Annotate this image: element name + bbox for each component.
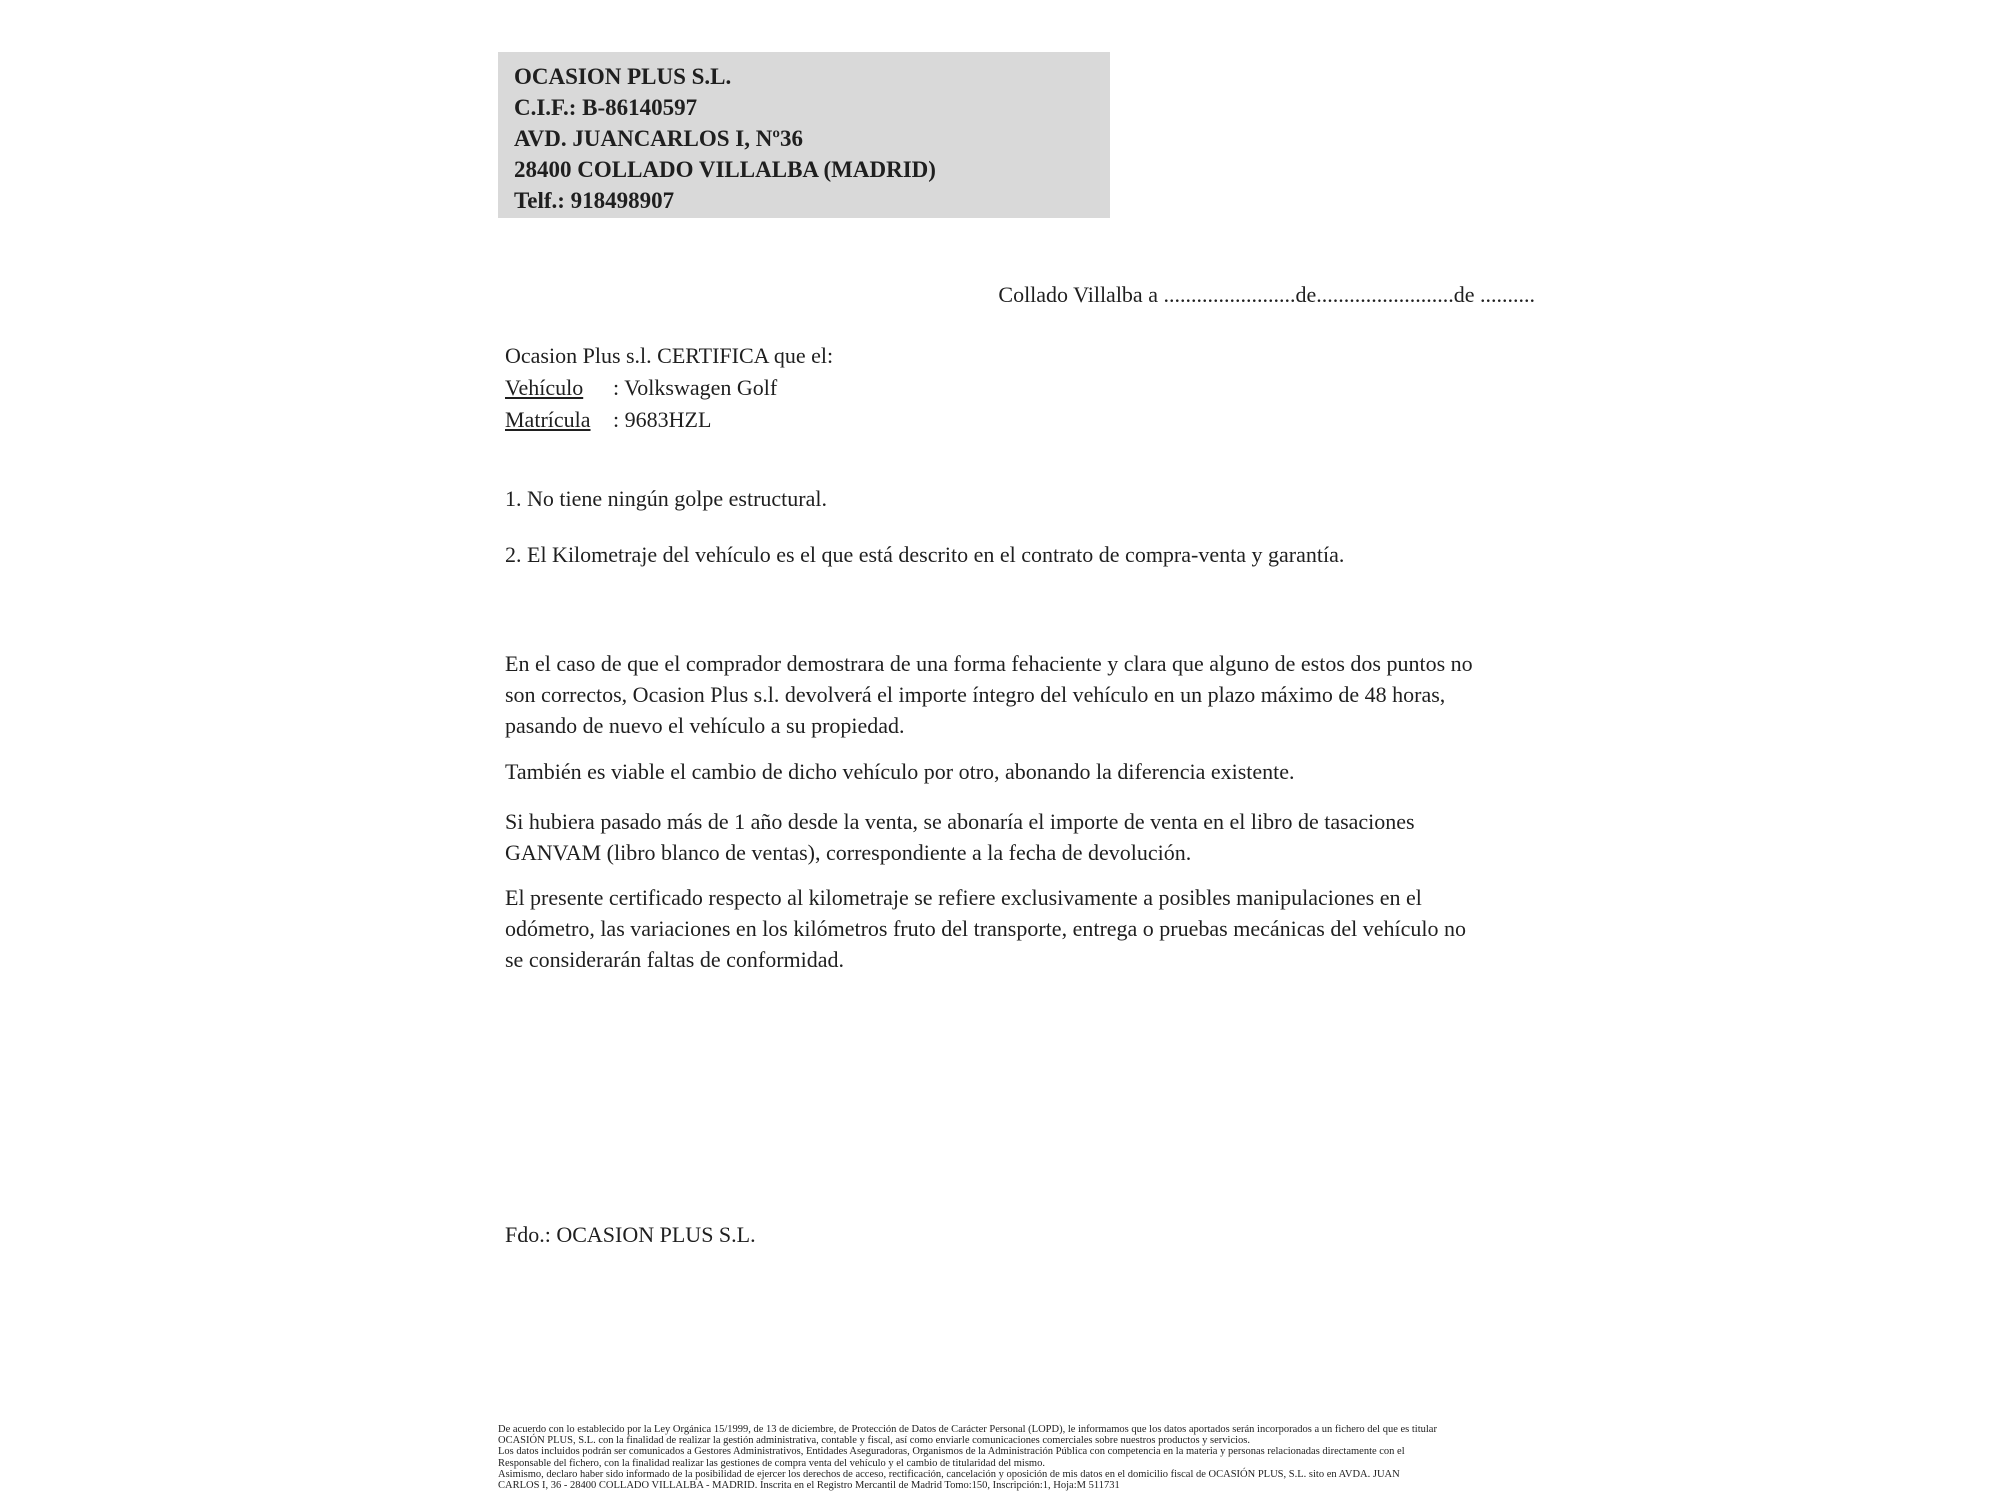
paragraph-line: GANVAM (libro blanco de ventas), correspondiente a la fecha de devolución. bbox=[505, 840, 1192, 865]
legal-footer-line: Responsable del fichero, con la finalidad realizar las gestiones de compra venta del vehículo y el cambio de titularidad del mismo. bbox=[498, 1457, 1045, 1469]
paragraph-line: se considerarán faltas de conformidad. bbox=[505, 947, 845, 972]
company-address: AVD. JUANCARLOS I, Nº36 bbox=[514, 126, 803, 151]
legal-footer-line: OCASIÓN PLUS, S.L. con la finalidad de realizar la gestión administrativa, contable y fiscal, así como enviarle comunicaciones comerciales sobre nuestros productos y servicios. bbox=[498, 1435, 1250, 1447]
company-cif: C.I.F.: B-86140597 bbox=[514, 95, 698, 120]
paragraph-line: El presente certificado respecto al kilometraje se refiere exclusivamente a posibles manipulaciones en el bbox=[505, 885, 1422, 910]
date-line: Collado Villalba a ........................de.........................de .......... bbox=[998, 282, 1535, 307]
vehicle-label: Vehículo bbox=[505, 375, 584, 400]
company-phone: Telf.: 918498907 bbox=[514, 188, 675, 213]
legal-footer-line: De acuerdo con lo establecido por la Ley Orgánica 15/1999, de 13 de diciembre, de Protección de Datos de Carácter Personal (LOPD), le informamos que los datos aportados serán incorporados a un fichero del que es titular bbox=[498, 1424, 1437, 1435]
legal-footer-line: Asimismo, declaro haber sido informado de la posibilidad de ejercer los derechos de acceso, rectificación, cancelación y oposición de mis datos en el domicilio fiscal de OCASIÓN PLUS, S.L. sito en AVDA. JUAN bbox=[498, 1468, 1400, 1480]
company-letterhead bbox=[498, 52, 1110, 218]
company-name: OCASION PLUS S.L. bbox=[514, 64, 732, 89]
certification-intro: Ocasion Plus s.l. CERTIFICA que el: bbox=[505, 343, 834, 368]
vehicle-field bbox=[505, 372, 833, 404]
plate-field bbox=[505, 404, 833, 436]
plate-label: Matrícula bbox=[505, 407, 591, 432]
vehicle-label-col bbox=[505, 372, 613, 404]
legal-footer-line: CARLOS I, 36 - 28400 COLLADO VILLALBA - MADRID. Inscrita en el Registro Mercantil de Madrid Tomo:150, Inscripción:1, Hoja:M 511731 bbox=[498, 1480, 1120, 1492]
paragraph-exchange-option bbox=[505, 756, 1295, 787]
certified-point-1: 1. No tiene ningún golpe estructural. bbox=[505, 486, 827, 511]
paragraph-line: son correctos, Ocasion Plus s.l. devolverá el importe íntegro del vehículo en un plazo máximo de 48 horas, bbox=[505, 682, 1446, 707]
company-city: 28400 COLLADO VILLALBA (MADRID) bbox=[514, 157, 936, 182]
paragraph-refund-policy bbox=[505, 648, 1473, 741]
certification-block bbox=[505, 340, 833, 436]
vehicle-value: : Volkswagen Golf bbox=[613, 375, 778, 400]
paragraph-ganvam-valuation bbox=[505, 806, 1415, 868]
plate-label-col bbox=[505, 404, 613, 436]
paragraph-line: pasando de nuevo el vehículo a su propiedad. bbox=[505, 713, 905, 738]
paragraph-line: Si hubiera pasado más de 1 año desde la venta, se abonaría el importe de venta en el libro de tasaciones bbox=[505, 809, 1415, 834]
signature-line: Fdo.: OCASION PLUS S.L. bbox=[505, 1222, 756, 1247]
paragraph-line: odómetro, las variaciones en los kilómetros fruto del transporte, entrega o pruebas mecánicas del vehículo no bbox=[505, 916, 1466, 941]
legal-footer-line: Los datos incluidos podrán ser comunicados a Gestores Administrativos, Entidades Aseguradoras, Organismos de la Administración Pública con competencia en la materia y personas relacionadas directamente con el bbox=[498, 1446, 1405, 1458]
paragraph-line: También es viable el cambio de dicho vehículo por otro, abonando la diferencia existente. bbox=[505, 759, 1295, 784]
legal-footer bbox=[498, 1424, 1618, 1491]
plate-value: : 9683HZL bbox=[613, 407, 712, 432]
paragraph-odometer-scope bbox=[505, 882, 1466, 975]
paragraph-line: En el caso de que el comprador demostrara de una forma fehaciente y clara que alguno de estos dos puntos no bbox=[505, 651, 1473, 676]
certified-point-2: 2. El Kilometraje del vehículo es el que está descrito en el contrato de compra-venta y garantía. bbox=[505, 542, 1345, 567]
